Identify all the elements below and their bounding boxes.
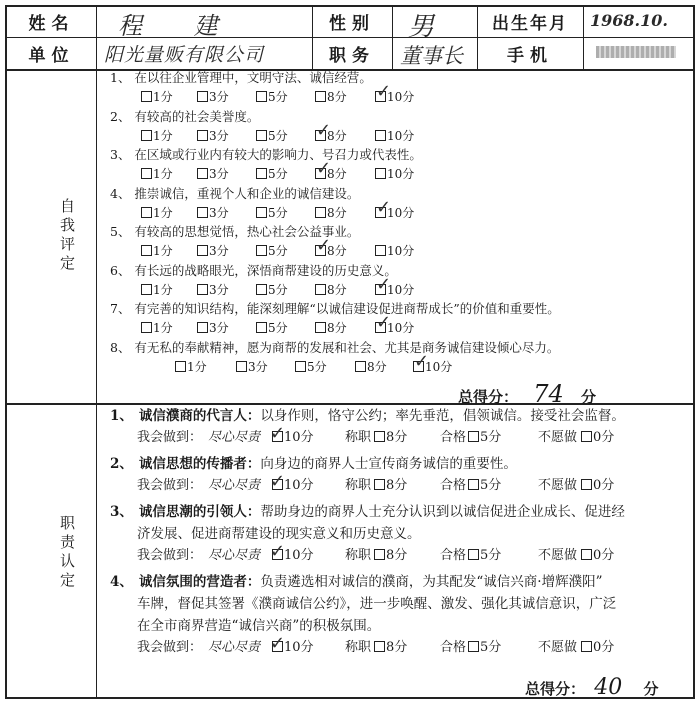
score-option-label: 3分 <box>209 128 229 143</box>
section-label-col <box>96 70 97 699</box>
score-option-label: 5分 <box>268 167 288 181</box>
score-option[interactable] <box>141 166 173 182</box>
checkbox[interactable] <box>141 322 152 333</box>
duty-item-desc-cont: 济发展、促进商帮建设的现实意义和历史意义。 <box>137 526 421 542</box>
duty-option-label: 称职 <box>345 640 372 655</box>
score-option[interactable] <box>197 320 229 336</box>
score-option[interactable] <box>315 205 347 221</box>
score-option-label: 10分 <box>387 205 415 220</box>
score-option[interactable] <box>141 320 173 336</box>
score-option-label: 8分 <box>327 167 347 181</box>
form-border-left <box>5 5 7 699</box>
duty-option-label: 8分 <box>386 430 408 445</box>
duty-rating-label <box>345 640 371 656</box>
score-option-label: 10分 <box>387 128 415 143</box>
score-option[interactable] <box>375 166 414 182</box>
checkbox[interactable] <box>197 168 208 179</box>
score-option[interactable] <box>256 128 288 144</box>
checkbox[interactable] <box>197 130 208 141</box>
duty-item-desc: 以身作则，恪守公约；率先垂范，倡领诚信。接受社会监督。 <box>260 408 625 424</box>
birth-value: 1968.10. <box>590 11 668 30</box>
duty-item <box>110 408 625 424</box>
birth-label: 出生年月 <box>492 14 568 34</box>
checkbox[interactable] <box>256 91 267 102</box>
score-option-label: 3分 <box>209 282 229 297</box>
duty-total <box>525 675 659 700</box>
handwritten-commitment: 尽心尽责 <box>208 548 261 563</box>
duty-total-label: 总得分： <box>525 680 586 698</box>
checkbox[interactable] <box>141 91 152 102</box>
duty-option-label: 10分 <box>284 430 314 445</box>
score-option-label: 10分 <box>387 90 415 104</box>
checkbox[interactable] <box>375 245 386 256</box>
score-option-label: 3分 <box>209 205 229 220</box>
score-option-label: 1分 <box>153 244 173 258</box>
can-do-label: 我会做到： <box>137 478 203 493</box>
duty-score-option[interactable] <box>468 430 501 446</box>
score-option-label: 3分 <box>209 167 229 181</box>
score-option[interactable] <box>256 205 288 221</box>
header-col-5 <box>583 5 584 70</box>
checkbox[interactable] <box>256 168 267 179</box>
checkbox[interactable] <box>256 245 267 256</box>
checkmark-icon: ✓ <box>316 158 332 179</box>
duty-rating-label <box>538 640 577 656</box>
checkmark-icon: ✓ <box>376 312 392 333</box>
score-option[interactable] <box>256 320 288 336</box>
score-option-label: 8分 <box>327 90 347 104</box>
checkbox[interactable] <box>197 245 208 256</box>
duty-option-label: 不愿做 <box>538 640 578 655</box>
score-option-label: 5分 <box>268 244 288 258</box>
checkbox[interactable] <box>236 361 247 372</box>
score-option-label: 1分 <box>153 167 173 181</box>
score-option[interactable] <box>197 205 229 221</box>
checkmark-icon: ✓ <box>270 423 286 444</box>
checkbox[interactable] <box>197 91 208 102</box>
score-option-label: 8分 <box>327 205 347 220</box>
duty-option-label: 不愿做 <box>538 430 578 445</box>
can-do-label: 我会做到： <box>137 548 203 563</box>
name-value: 程 建 <box>118 12 240 40</box>
score-option[interactable] <box>141 243 173 259</box>
duty-rating-label <box>345 430 371 446</box>
score-option[interactable] <box>256 166 288 182</box>
score-option-label: 1分 <box>187 359 207 374</box>
duty-total-value: 40 <box>594 675 623 700</box>
duty-score-option[interactable] <box>374 548 407 564</box>
duty-score-option[interactable] <box>468 640 501 656</box>
checkbox[interactable] <box>197 207 208 218</box>
duty-score-option[interactable] <box>468 548 501 564</box>
duty-option-label: 10分 <box>284 478 314 493</box>
checkmark-icon: ✓ <box>316 119 332 141</box>
checkbox[interactable] <box>256 207 267 218</box>
score-option-label: 5分 <box>268 321 288 335</box>
checkmark-icon: ✓ <box>414 350 430 372</box>
score-option-label: 5分 <box>268 282 288 297</box>
phone-value-redacted <box>596 46 676 58</box>
score-option[interactable] <box>175 359 207 375</box>
duty-option-label: 10分 <box>284 548 314 563</box>
duty-option-label: 10分 <box>284 640 314 655</box>
checkbox[interactable] <box>581 431 592 442</box>
checkbox[interactable] <box>374 549 385 560</box>
duty-option-label: 合格 <box>440 430 467 445</box>
score-option-label: 8分 <box>327 128 347 143</box>
checkmark-icon: ✓ <box>270 471 286 492</box>
self-eval-total <box>458 380 596 408</box>
duty-item-desc-cont: 在全市商界营造“诚信兴商”的积极氛围。 <box>137 618 381 634</box>
self-eval-item-text: 8、 有无私的奉献精神，愿为商帮的发展和社会、尤其是商务诚信建设倾心尽力。 <box>110 339 560 355</box>
name-label: 姓名 <box>28 14 75 34</box>
duty-option-label: 称职 <box>345 548 372 563</box>
checkbox[interactable] <box>468 641 479 652</box>
score-option[interactable] <box>256 89 288 105</box>
duty-label <box>56 515 74 591</box>
checkbox[interactable] <box>375 130 386 141</box>
score-option-label: 1分 <box>153 90 173 104</box>
checkbox[interactable] <box>581 549 592 560</box>
duty-item-title: 诚信思想的传播者： <box>138 456 261 472</box>
checkbox[interactable] <box>141 130 152 141</box>
form-border-right <box>693 5 695 699</box>
duty-item-title: 诚信氛围的营造者： <box>138 574 261 590</box>
score-option[interactable] <box>197 89 229 105</box>
score-option-label: 3分 <box>209 321 229 335</box>
checkmark-icon: ✓ <box>316 235 332 256</box>
duty-option-label: 不愿做 <box>538 548 578 563</box>
checkmark-icon: ✓ <box>270 633 286 654</box>
duty-option-label: 合格 <box>440 640 467 655</box>
checkbox[interactable] <box>175 361 186 372</box>
handwritten-commitment: 尽心尽责 <box>208 478 261 493</box>
score-option-label: 8分 <box>367 359 387 374</box>
score-option[interactable] <box>375 243 414 259</box>
score-option[interactable] <box>197 128 229 144</box>
checkbox[interactable] <box>355 361 366 372</box>
score-option[interactable] <box>375 128 414 144</box>
duty-option-label: 0分 <box>593 640 615 655</box>
score-option-label: 10分 <box>387 282 415 297</box>
duty-option-label: 0分 <box>593 478 615 493</box>
checkbox[interactable] <box>256 322 267 333</box>
self-eval-item-text: 2、 有较高的社会美誉度。 <box>110 108 260 124</box>
duty-rating-label <box>345 478 371 494</box>
duty-item-number: 4、 <box>110 574 133 590</box>
checkbox[interactable] <box>374 641 385 652</box>
score-option[interactable] <box>236 359 268 375</box>
duty-item-number: 3、 <box>110 504 133 520</box>
handwritten-commitment: 尽心尽责 <box>208 640 261 655</box>
score-option[interactable] <box>141 89 173 105</box>
score-option-label: 1分 <box>153 282 173 297</box>
score-option-label: 8分 <box>327 244 347 258</box>
score-option-label: 10分 <box>387 321 415 335</box>
checkbox[interactable] <box>141 168 152 179</box>
phone-label: 手机 <box>507 46 553 66</box>
checkbox[interactable] <box>581 641 592 652</box>
score-option[interactable] <box>141 282 173 298</box>
duty-rating-label <box>440 548 466 564</box>
duty-rating-label <box>440 478 466 494</box>
duty-option-label: 合格 <box>440 478 467 493</box>
self-eval-item-text: 5、 有较高的思想觉悟，热心社会公益事业。 <box>110 224 360 239</box>
position-label: 职务 <box>329 46 375 66</box>
checkbox[interactable] <box>256 130 267 141</box>
checkmark-icon: ✓ <box>376 273 392 295</box>
score-option-label: 5分 <box>307 359 327 374</box>
self-eval-item-text: 6、 有长远的战略眼光，深悟商帮建设的历史意义。 <box>110 262 397 278</box>
checkbox[interactable] <box>315 91 326 102</box>
checkbox[interactable] <box>468 431 479 442</box>
score-option[interactable] <box>315 320 347 336</box>
duty-item-desc: 负责遴选相对诚信的濮商，为其配发“诚信兴商·增辉濮阳” <box>260 574 603 590</box>
duty-item-desc: 向身边的商界人士宣传商务诚信的重要性。 <box>260 456 517 472</box>
checkbox[interactable] <box>256 284 267 295</box>
duty-option-label: 5分 <box>480 640 502 655</box>
checkbox[interactable] <box>374 431 385 442</box>
duty-option-label: 8分 <box>386 478 408 493</box>
self-eval-item-text: 7、 有完善的知识结构，能深刻理解“以诚信建设促进商帮成长”的价值和重要性。 <box>110 301 560 316</box>
can-do-label: 我会做到： <box>137 430 203 445</box>
header-col-3 <box>392 5 393 70</box>
duty-score-option[interactable] <box>468 478 501 494</box>
checkbox[interactable] <box>375 168 386 179</box>
duty-rating-label <box>538 478 577 494</box>
duty-item-title: 诚信濮商的代言人： <box>138 408 261 424</box>
duty-option-label: 称职 <box>345 478 372 493</box>
duty-option-label: 合格 <box>440 548 467 563</box>
score-option-label: 8分 <box>327 321 347 335</box>
duty-score-option[interactable] <box>581 640 614 656</box>
gender-label: 性别 <box>329 14 375 34</box>
duty-item <box>110 504 625 520</box>
self-eval-label-text: 自我评定 <box>58 198 76 274</box>
self-eval-total-label: 总得分： <box>458 388 519 406</box>
duty-option-label: 0分 <box>593 548 615 563</box>
duty-score-option[interactable] <box>581 478 614 494</box>
duty-item-desc-cont: 车牌，督促其签署《濮商诚信公约》，进一步唤醒、激发、强化其诚信意识，广泛 <box>137 596 617 612</box>
duty-score-option[interactable] <box>581 430 614 446</box>
score-option-label: 10分 <box>425 359 453 374</box>
self-eval-total-unit: 分 <box>581 388 597 406</box>
score-option[interactable] <box>256 243 288 259</box>
handwritten-commitment: 尽心尽责 <box>208 430 261 445</box>
checkbox[interactable] <box>141 207 152 218</box>
duty-option-label: 8分 <box>386 640 408 655</box>
checkbox[interactable] <box>141 245 152 256</box>
duty-rating-label <box>345 548 371 564</box>
score-option[interactable] <box>256 282 288 298</box>
duty-option-label: 称职 <box>345 430 372 445</box>
checkmark-icon: ✓ <box>376 81 392 102</box>
duty-item <box>110 574 603 590</box>
duty-score-option[interactable] <box>581 548 614 564</box>
header-col-1 <box>96 5 97 70</box>
checkbox[interactable] <box>315 284 326 295</box>
unit-label: 单位 <box>28 46 75 66</box>
duty-item-title: 诚信思潮的引领人： <box>138 504 261 520</box>
checkbox[interactable] <box>295 361 306 372</box>
score-option[interactable] <box>197 282 229 298</box>
duty-item-number: 2、 <box>110 456 133 472</box>
checkbox[interactable] <box>468 549 479 560</box>
checkbox[interactable] <box>581 479 592 490</box>
duty-option-label: 不愿做 <box>538 478 578 493</box>
checkbox[interactable] <box>374 479 385 490</box>
duty-score-option[interactable] <box>374 640 407 656</box>
duty-option-label: 5分 <box>480 430 502 445</box>
score-option-label: 5分 <box>268 90 288 104</box>
self-eval-label <box>56 198 74 274</box>
duty-rating-label <box>440 430 466 446</box>
score-option[interactable] <box>141 128 173 144</box>
score-option[interactable] <box>197 166 229 182</box>
score-option[interactable] <box>355 359 387 375</box>
score-option-label: 10分 <box>387 244 415 258</box>
score-option-label: 1分 <box>153 128 173 143</box>
duty-rating-label <box>538 548 577 564</box>
duty-option-label: 0分 <box>593 430 615 445</box>
self-eval-total-value: 74 <box>533 380 564 408</box>
checkbox[interactable] <box>315 207 326 218</box>
score-option[interactable] <box>141 205 173 221</box>
duty-rating-label <box>440 640 466 656</box>
score-option-label: 10分 <box>387 167 415 181</box>
position-value: 董事长 <box>400 44 463 68</box>
score-option-label: 5分 <box>268 128 288 143</box>
score-option-label: 5分 <box>268 205 288 220</box>
duty-item-number: 1、 <box>110 408 133 424</box>
score-option[interactable] <box>197 243 229 259</box>
score-option-label: 3分 <box>209 244 229 258</box>
duty-item <box>110 456 517 472</box>
gender-value: 男 <box>408 12 435 42</box>
duty-item-desc: 帮助身边的商界人士充分认识到以诚信促进企业成长、促进经 <box>260 504 625 520</box>
checkbox[interactable] <box>468 479 479 490</box>
self-eval-item-text: 1、 在以往企业管理中，文明守法、诚信经营。 <box>110 70 372 85</box>
checkbox[interactable] <box>197 322 208 333</box>
duty-option-label: 8分 <box>386 548 408 563</box>
duty-option-label: 5分 <box>480 478 502 493</box>
score-option-label: 3分 <box>248 359 268 374</box>
score-option[interactable] <box>315 282 347 298</box>
score-option-label: 1分 <box>153 205 173 220</box>
checkbox[interactable] <box>197 284 208 295</box>
duty-rating-label <box>538 430 577 446</box>
duty-total-unit: 分 <box>643 680 659 698</box>
score-option-label: 8分 <box>327 282 347 297</box>
score-option-label: 1分 <box>153 321 173 335</box>
checkbox[interactable] <box>315 322 326 333</box>
score-option-label: 3分 <box>209 90 229 104</box>
duty-score-option[interactable] <box>374 430 407 446</box>
checkbox[interactable] <box>141 284 152 295</box>
self-eval-item-text: 4、 推崇诚信，重视个人和企业的诚信建设。 <box>110 185 360 201</box>
unit-value: 阳光量贩有限公司 <box>104 44 265 66</box>
self-eval-item-text: 3、 在区域或行业内有较大的影响力、号召力或代表性。 <box>110 147 422 162</box>
checkmark-icon: ✓ <box>376 196 392 218</box>
score-option[interactable] <box>295 359 327 375</box>
duty-score-option[interactable] <box>374 478 407 494</box>
duty-option-label: 5分 <box>480 548 502 563</box>
can-do-label: 我会做到： <box>137 640 203 655</box>
duty-label-text: 职责认定 <box>58 515 76 591</box>
checkmark-icon: ✓ <box>270 541 286 562</box>
score-option[interactable] <box>315 89 347 105</box>
